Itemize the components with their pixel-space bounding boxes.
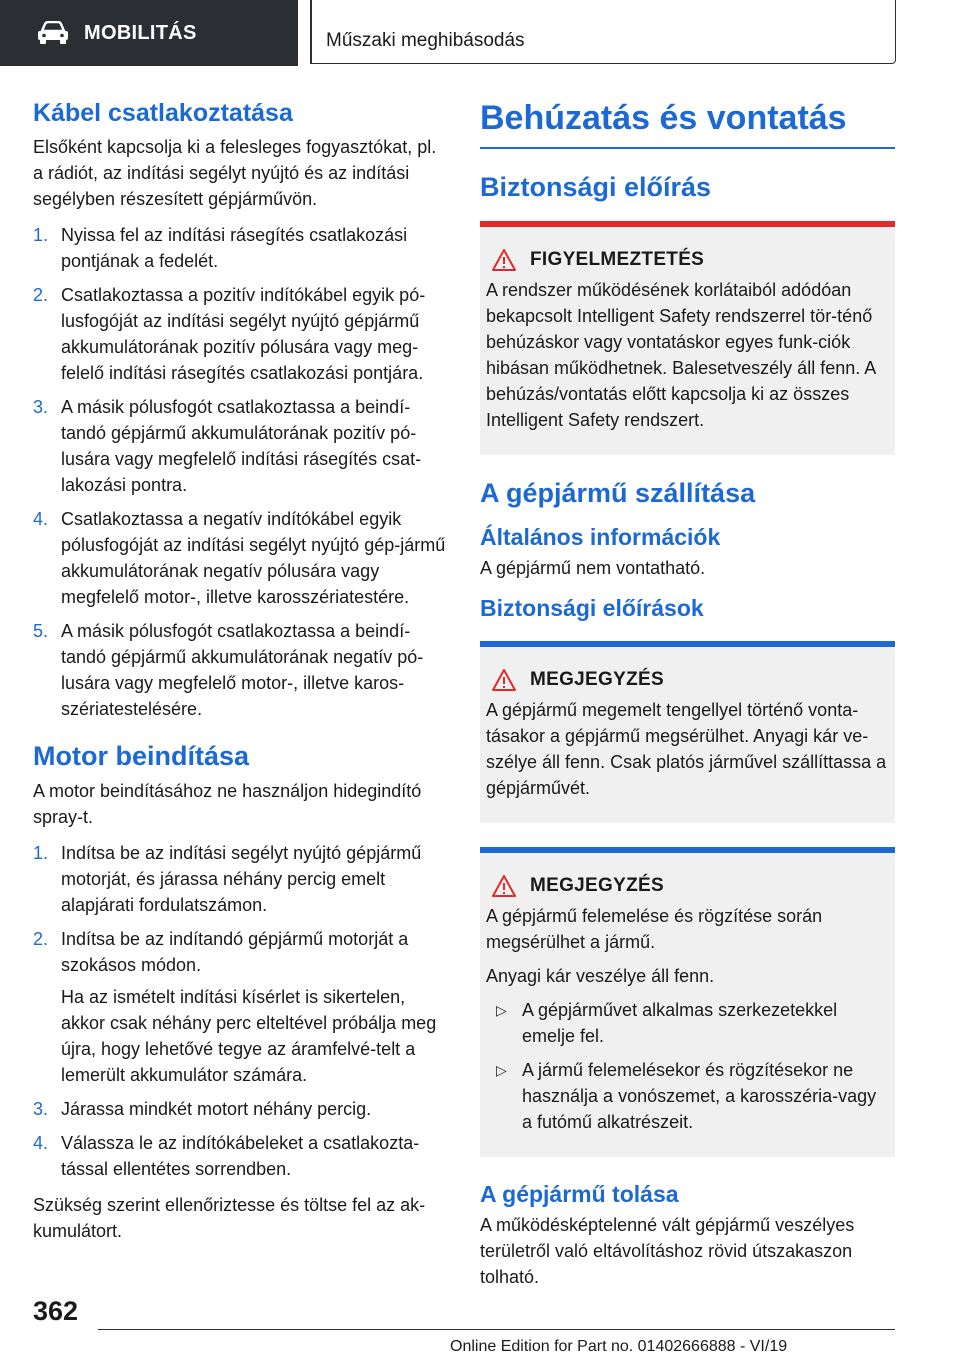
list-item: ▷ A jármű felemelésekor és rögzítésekor ne használja a vonószemet, a karosszéria-vagy a futómű alkatrészeit. <box>486 1057 887 1135</box>
safety-heading: Biztonsági előírás <box>480 171 712 202</box>
engine-heading: Motor beindítása <box>33 741 250 771</box>
list-item: 3. A másik pólusfogót csatlakoztassa a beindí-tandó gépjármű akkumulátorának pozitív pó-lusára vagy megfelelő indítási rásegítés csat-lakozási pontra. <box>33 397 422 495</box>
warning-box <box>480 221 895 455</box>
general-heading: Általános információk <box>480 523 721 550</box>
car-icon <box>36 21 70 45</box>
left-column <box>33 98 448 1254</box>
towing-text: A működésképtelenné vált gépjármű veszélyes területről való eltávolításhoz rövid útszakaszon tolható. <box>480 1215 855 1288</box>
chapter-label: Műszaki meghibásodás <box>326 30 525 51</box>
warning-icon <box>492 875 516 897</box>
page-header <box>0 0 960 66</box>
warning-icon <box>492 669 516 691</box>
right-column <box>480 98 895 1300</box>
list-item: 1. Nyissa fel az indítási rásegítés csatlakozási pontjának a fedelét. <box>33 225 408 271</box>
cable-intro: Elsőként kapcsolja ki a felesleges fogyasztókat, pl. a rádiót, az indítási segélyt nyújtó és az indítási segélyben részesített gépjárművön. <box>33 137 437 209</box>
engine-intro: A motor beindításához ne használjon hidegindító spray-t. <box>33 781 422 828</box>
note-text: A gépjármű megemelt tengellyel történő vonta-tásakor a gépjármű megsérülhet. Anyagi kár ve-szélye áll fenn. Csak platós járművel szállíttassa a gépjárművét. <box>486 699 887 798</box>
section-label: MOBILITÁS <box>84 21 197 44</box>
page-footer <box>0 1296 960 1362</box>
engine-outro: Szükség szerint ellenőriztesse és töltse fel az ak-kumulátort. <box>33 1195 426 1242</box>
cable-heading: Kábel csatlakoztatása <box>33 99 293 127</box>
engine-steps <box>33 840 448 1182</box>
list-item: 4. Csatlakoztassa a negatív indítókábel egyik pólusfogóját az indítási segélyt nyújtó gép-jármű akkumulátorának negatív pólusára vagy megfelelő motor-, illetve karosszériatestére. <box>33 509 446 607</box>
note-box-1 <box>480 641 895 823</box>
note-label: MEGJEGYZÉS <box>530 668 664 690</box>
transport-heading: A gépjármű szállítása <box>480 478 756 509</box>
note-text-2: Anyagi kár veszélye áll fenn. <box>486 965 715 986</box>
warning-icon <box>492 249 516 271</box>
note-text-1: A gépjármű felemelése és rögzítése során megsérülhet a jármű. <box>486 905 823 952</box>
rules-heading: Biztonsági előírások <box>480 595 704 622</box>
list-item: 1. Indítsa be az indítási segélyt nyújtó gépjármű motorját, és járassa néhány percig emelt alapjárati fordulatszámon. <box>33 843 422 916</box>
list-item: 3. Járassa mindkét motort néhány percig. <box>33 1099 372 1120</box>
list-item: 5. A másik pólusfogót csatlakoztassa a beindí-tandó gépjármű akkumulátorának negatív pó-lusára vagy megfelelő motor-, illetve karos-szériatestelésére. <box>33 621 424 719</box>
main-heading: Behúzatás és vontatás <box>480 98 895 149</box>
list-item: 4. Válassza le az indítókábeleket a csatlakozta-tással ellentétes sorrendben. <box>33 1133 420 1180</box>
general-text: A gépjármű nem vontatható. <box>480 558 706 579</box>
list-item: 2. Indítsa be az indítandó gépjármű motorját a szokásos módon. Ha az ismételt indítási kísérlet is sikertelen, akkor csak néhány perc elteltével próbálja meg újra, hogy lehetővé tegye az áramfelvé-telt a lemerült akkumulátor számára. <box>33 929 437 1086</box>
warning-text: A rendszer működésének korlátaiból adódóan bekapcsolt Intelligent Safety rendszerrel tör-ténő behúzáskor vagy vontatáskor egyes funk-ciók hibásan működhetnek. Balesetveszély áll fenn. A behúzás/vontatás előtt kapcsolja ki az összes Intelligent Safety rendszert. <box>486 280 876 431</box>
warning-label: FIGYELMEZTETÉS <box>530 249 705 271</box>
list-item: 2. Csatlakoztassa a pozitív indítókábel egyik pó-lusfogóját az indítási segélyt nyújtó gépjármű akkumulátorának pozitív pólusára vagy meg-felelő indítási rásegítés csatlakozási pontjára. <box>33 285 426 383</box>
towing-heading: A gépjármű tolása <box>480 1180 679 1207</box>
note-box-2 <box>480 847 895 1157</box>
triangle-bullet-icon: ▷ <box>496 1061 507 1078</box>
list-item: ▷ A gépjárművet alkalmas szerkezetekkel emelje fel. <box>486 997 887 1049</box>
cable-steps <box>33 222 448 722</box>
footer-divider <box>98 1329 895 1330</box>
page-number: 362 <box>33 1296 79 1326</box>
triangle-bullet-icon: ▷ <box>496 1001 507 1018</box>
edition-text: Online Edition for Part no. 01402666888 - VI/19 <box>450 1338 788 1355</box>
note-bullets <box>486 997 887 1135</box>
section-tab <box>0 0 298 66</box>
chapter-tab <box>310 0 896 64</box>
note-label: MEGJEGYZÉS <box>530 874 664 896</box>
